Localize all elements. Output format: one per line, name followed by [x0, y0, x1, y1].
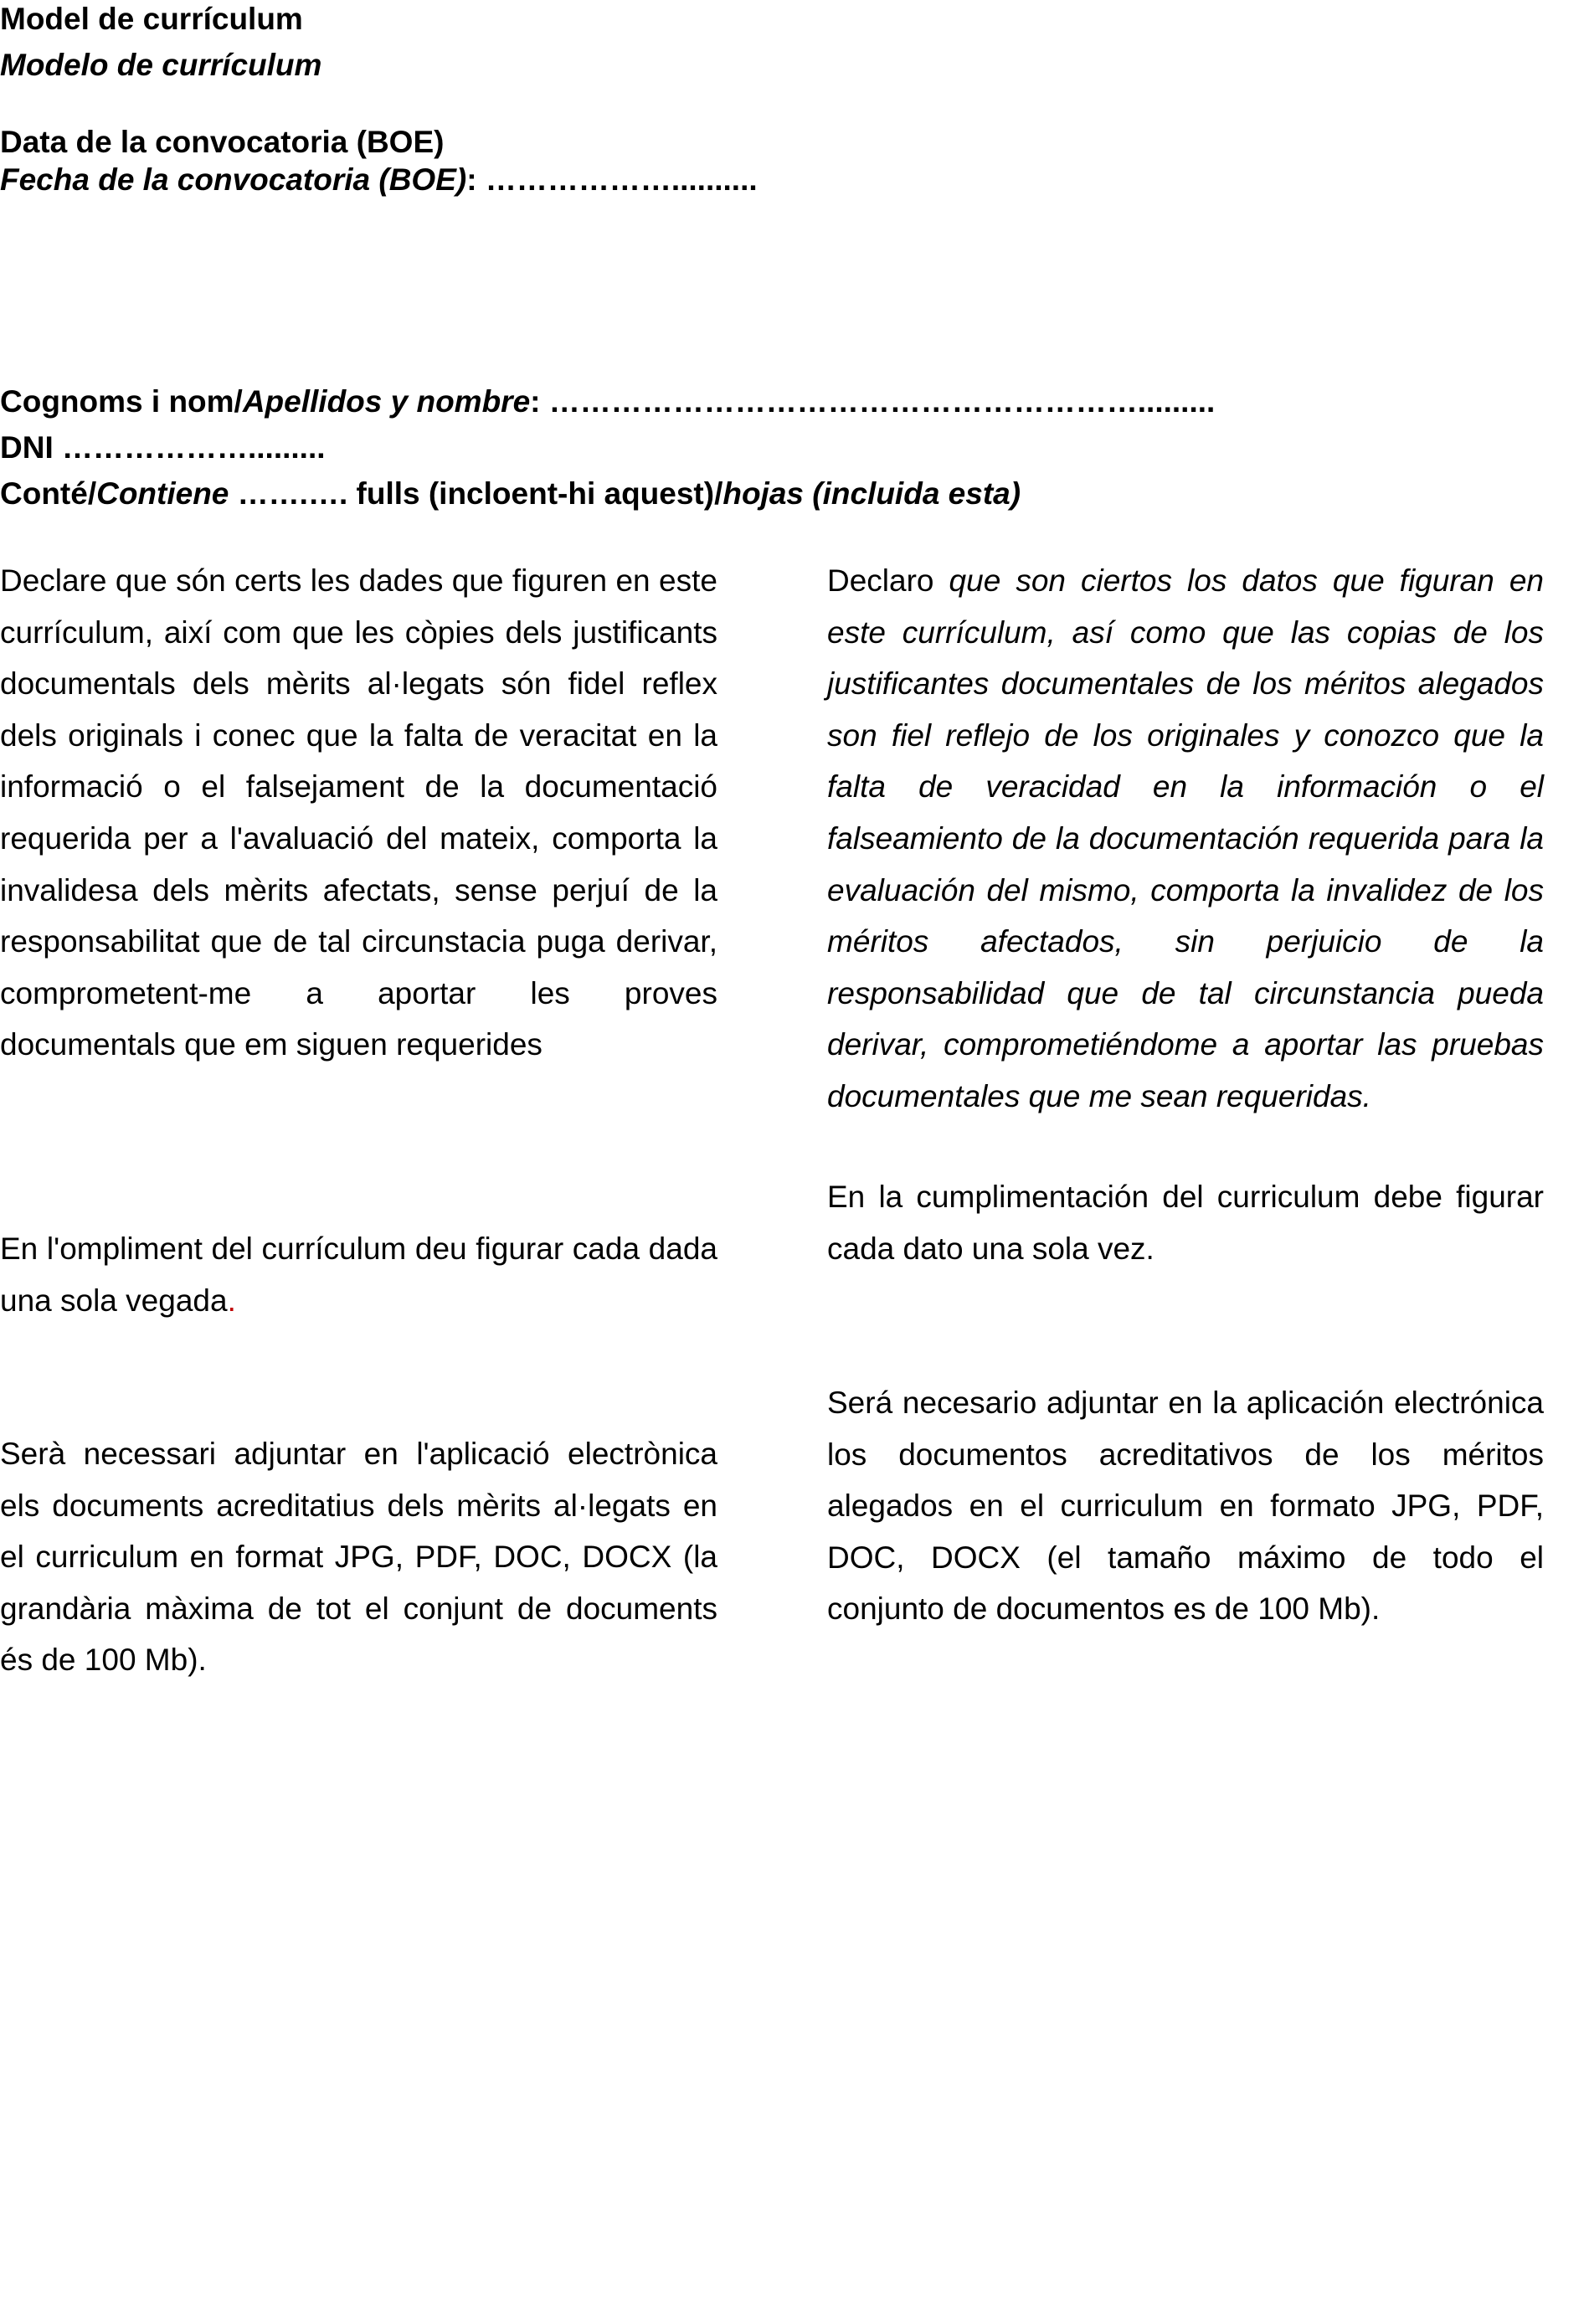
attachment-note-catalan: Serà necessari adjuntar en l'aplicació electrònica els documents acreditatius dels mèrits al·legats en el curriculum en format JPG, PDF, DOC, DOCX (la grandària màxima de tot el conjunt de documents és de 100 Mb).	[0, 1437, 717, 1678]
dni-field: DNI ……………….........	[0, 430, 326, 465]
declaration-catalan: Declare que són certs les dades que figuren en este currículum, així com que les còpies dels justificants documentals dels mèrits al·legats són fidel reflex dels originals i conec que la falta de veracitat en la informació o el falsejament de la documentació requerida per a l'avaluació del mateix, comporta la invalidesa dels mèrits afectats, sense perjuí de la responsabilitat que de tal circunstacia puga derivar, comprometent-me a aportar les proves documentals que em siguen requerides	[0, 563, 717, 1062]
declaration-spanish: Declaro que son ciertos los datos que figuran en este currículum, así como que las copias de los justificantes documentales de los méritos alegados son fiel reflejo de los originales y conozco que la falta de veracidad en la información o el falseamiento de la documentación requerida para la evaluación del mismo, comporta la invalidez de los méritos afectados, sin perjuicio de la responsabilidad que de tal circunstancia pueda derivar, comprometiéndome a aportar las pruebas documentales que me sean requeridas.	[827, 563, 1545, 1113]
dni-dots: ……………….........	[62, 430, 326, 465]
boe-date-dots: ………………..........	[485, 162, 758, 197]
single-entry-note-catalan: En l'ompliment del currículum deu figurar cada dada una sola vegada.	[0, 1231, 717, 1318]
pages-field: Conté/Contiene …….…. fulls (incloent-hi aquest)/hojas (incluida esta)	[0, 476, 1021, 511]
name-dots: ………………………………………………….........	[548, 384, 1216, 419]
title-catalan: Model de currículum	[0, 2, 303, 36]
boe-label-catalan: Data de la convocatoria (BOE)	[0, 125, 445, 159]
name-field: Cognoms i nom/Apellidos y nombre: ………………………………………………….........	[0, 384, 1216, 419]
attachment-note-spanish: Será necesario adjuntar en la aplicación electrónica los documentos acreditativos de los méritos alegados en el curriculum en formato JPG, PDF, DOC, DOCX (el tamaño máximo de todo el conjunto de documentos es de 100 Mb).	[827, 1386, 1544, 1627]
title-spanish: Modelo de currículum	[0, 48, 322, 82]
single-entry-note-spanish: En la cumplimentación del curriculum debe figurar cada dato una sola vez.	[827, 1180, 1544, 1266]
pages-dots: …….….	[229, 476, 357, 511]
boe-date-field: Fecha de la convocatoria (BOE): ………………..........	[0, 162, 758, 197]
